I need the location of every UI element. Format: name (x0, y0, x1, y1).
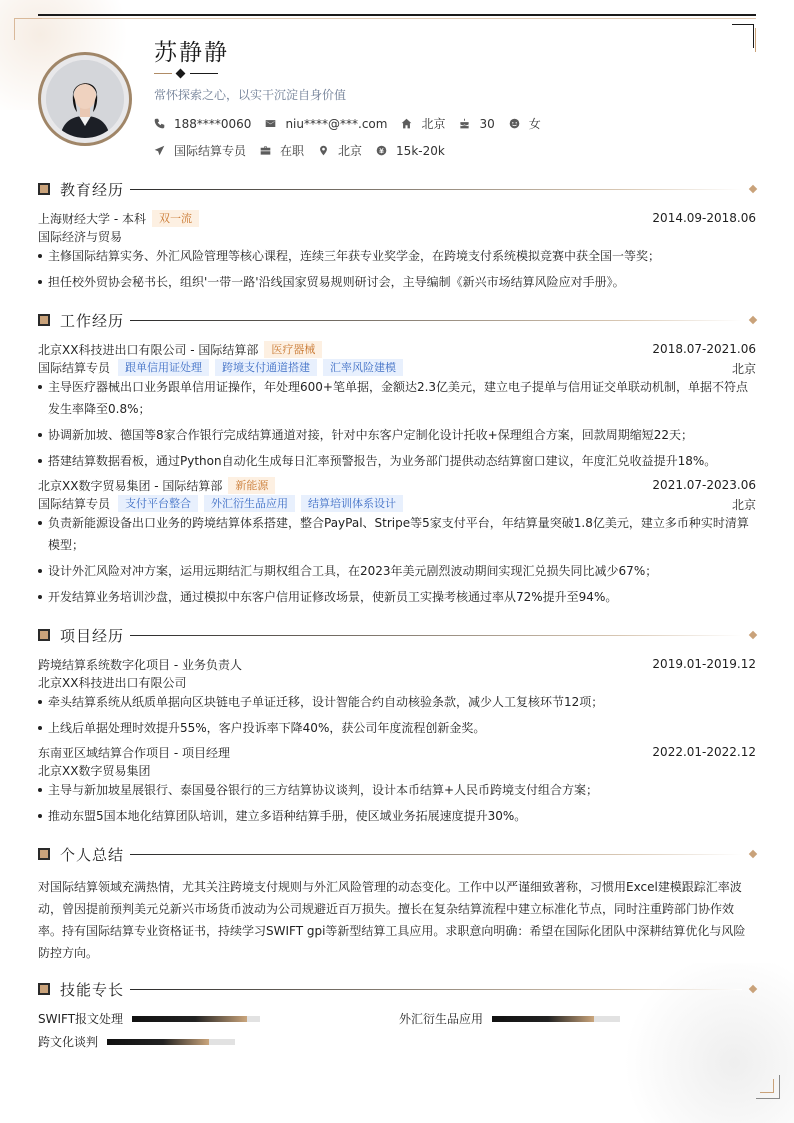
job-1-city: 北京 (731, 362, 756, 376)
section-diamond-icon (749, 185, 757, 193)
section-marker-icon (38, 983, 50, 995)
list-item: 负责新能源设备出口业务的跨境结算体系搭建，整合PayPal、Stripe等5家支付平台，年结算量突破1.8亿美元，建立多币种实时清算模型； (38, 512, 756, 556)
list-item: 推动东盟5国本地化结算团队培训，建立多语种结算手册，使区域业务拓展速度提升30%。 (38, 805, 756, 827)
name-divider (154, 68, 218, 80)
salary-info (376, 144, 445, 158)
phone-icon (154, 118, 165, 129)
school-name: 上海财经大学 - 本科 (38, 211, 146, 226)
job-1-industry-tag: 医疗器械 (264, 341, 322, 358)
summary-text: 对国际结算领域充满热情，尤其关注跨境支付规则与外汇风险管理的动态变化。工作中以严谨细致著称，习惯用Excel建模跟踪汇率波动，曾因提前预判美元兑新兴市场货币波动为公司规避近百万损失。擅长在复杂结算流程中建立标准化节点，同时注重跨部门协作效率。持有国际结算专业资格证书，持续学习SWIFT gpi等新型结算工具应用。求职意向明确：希望在国际化团队中深耕结算优化与风险防控方向。 (38, 880, 746, 960)
phone-info (154, 117, 251, 131)
send-icon (154, 145, 165, 156)
projects-section (38, 625, 756, 831)
skill-level-bar (132, 1016, 260, 1022)
job-2-industry-tag: 新能源 (228, 477, 275, 494)
list-item: 主导与新加坡星展银行、泰国曼谷银行的三方结算协议谈判，设计本币结算+人民币跨境支付组合方案； (38, 779, 756, 801)
education-bullets (38, 245, 756, 293)
target-city-text: 北京 (338, 144, 363, 158)
section-diamond-icon (749, 631, 757, 639)
gender-info (509, 115, 541, 132)
section-marker-icon (38, 183, 50, 195)
job-2-city: 北京 (731, 498, 756, 512)
gender-icon (509, 118, 520, 129)
job-1-date: 2018.07-2021.06 (652, 342, 756, 356)
salary-text: 15k-20k (396, 143, 445, 158)
avatar (38, 52, 132, 146)
skill-tag: 外汇衍生品应用 (204, 495, 295, 512)
skills-header (38, 979, 756, 999)
job-1-role: 国际结算专员 (38, 360, 111, 375)
gender-text: 女 (528, 117, 541, 131)
project-1-name: 跨境结算系统数字化项目 - 业务负责人 (38, 657, 242, 672)
project-1-bullets (38, 691, 756, 739)
education-section (38, 179, 756, 297)
school-tag: 双一流 (152, 210, 199, 227)
phone-text: 188****0060 (174, 116, 252, 131)
skills-section (38, 979, 756, 1059)
job-1-role-line (38, 358, 756, 376)
project-2-date: 2022.01-2022.12 (652, 745, 756, 759)
job-2-company-line (38, 476, 756, 494)
corner-bracket-bottom-right-accent (760, 1079, 774, 1093)
project-2-org: 北京XX数字贸易集团 (38, 763, 151, 778)
briefcase-icon (260, 145, 271, 156)
list-item: 主导医疗器械出口业务跟单信用证操作，年处理600+笔单据，金额达2.3亿美元，建立电子提单与信用证交单联动机制，单据不符点发生率降至0.8%； (38, 376, 756, 420)
skill-name: 外汇衍生品应用 (399, 1012, 484, 1026)
job-2-role: 国际结算专员 (38, 496, 111, 511)
projects-header (38, 625, 756, 645)
major: 国际经济与贸易 (38, 229, 123, 244)
home-icon (401, 118, 412, 129)
skill-tag: 跨境支付通道搭建 (215, 359, 317, 376)
job-2-role-line (38, 494, 756, 512)
skill-level-fill (107, 1039, 209, 1045)
list-item: 协调新加坡、德国等8家合作银行完成结算通道对接，针对中东客户定制化设计托收+保理组合方案，回款周期缩短22天； (38, 424, 756, 446)
section-marker-icon (38, 629, 50, 641)
education-date: 2014.09-2018.06 (652, 211, 756, 225)
section-divider (130, 189, 742, 190)
project-2-name: 东南亚区域结算合作项目 - 项目经理 (38, 745, 230, 760)
project-1-org-line (38, 673, 756, 691)
project-2-org-line (38, 761, 756, 779)
section-divider (130, 320, 742, 321)
employment-status-info (260, 142, 304, 159)
skill-name: SWIFT报文处理 (38, 1012, 124, 1026)
portrait-photo (46, 60, 124, 138)
skill-item (38, 1010, 260, 1027)
corner-bracket-top-right-accent (734, 28, 756, 52)
section-diamond-icon (749, 316, 757, 324)
section-divider (130, 989, 742, 990)
email-info (265, 117, 387, 131)
location-pin-icon (318, 145, 329, 156)
skill-name: 跨文化谈判 (38, 1035, 99, 1049)
skill-level-bar (492, 1016, 620, 1022)
employment-status-text: 在职 (280, 144, 305, 158)
skill-tag: 跟单信用证处理 (118, 359, 209, 376)
project-1-name-line (38, 655, 756, 673)
job-2-bullets (38, 512, 756, 608)
section-marker-icon (38, 848, 50, 860)
section-diamond-icon (749, 850, 757, 858)
list-item: 搭建结算数据看板，通过Python自动化生成每日汇率预警报告，为业务部门提供动态结算窗口建议，年度汇兑收益提升18%。 (38, 450, 756, 472)
project-2-name-line (38, 743, 756, 761)
skill-item (399, 1010, 620, 1027)
target-position-info (154, 142, 246, 159)
section-diamond-icon (749, 985, 757, 993)
summary-header (38, 844, 756, 864)
corner-bracket-top-left (14, 18, 42, 40)
list-item: 上线后单据处理时效提升55%，客户投诉率下降40%，获公司年度流程创新金奖。 (38, 717, 756, 739)
list-item: 担任校外贸协会秘书长，组织'一带一路'沿线国家贸易规则研讨会，主导编制《新兴市场结算风险应对手册》。 (38, 271, 756, 293)
list-item: 开发结算业务培训沙盘，通过模拟中东客户信用证修改场景，使新员工实操考核通过率从72%提升至94%。 (38, 586, 756, 608)
summary-title: 个人总结 (60, 846, 125, 864)
job-intent-row (154, 142, 459, 159)
age-text: 30 (479, 116, 495, 131)
email-text: niu****@***.com (285, 116, 388, 131)
skill-tag: 支付平台整合 (118, 495, 198, 512)
personal-motto: 常怀探索之心，以实干沉淀自身价值 (154, 88, 347, 102)
skill-level-bar (107, 1039, 235, 1045)
project-1-date: 2019.01-2019.12 (652, 657, 756, 671)
education-header (38, 179, 756, 199)
work-header (38, 310, 756, 330)
list-item: 设计外汇风险对冲方案，运用远期结汇与期权组合工具，在2023年美元剧烈波动期间实现汇兑损失同比减少67%； (38, 560, 756, 582)
list-item: 牵头结算系统从纸质单据向区块链电子单证迁移，设计智能合约自动核验条款，减少人工复核环节12项； (38, 691, 756, 713)
candidate-name: 苏静静 (154, 40, 229, 66)
cake-icon (459, 118, 470, 129)
job-2-company: 北京XX数字贸易集团 - 国际结算部 (38, 478, 223, 493)
section-divider (130, 635, 742, 636)
hometown-text: 北京 (421, 117, 446, 131)
school-line (38, 209, 756, 227)
hometown-info (401, 115, 445, 132)
top-border-line (38, 14, 756, 16)
section-marker-icon (38, 314, 50, 326)
skills-title: 技能专长 (60, 981, 125, 999)
project-2-bullets (38, 779, 756, 827)
target-position-text: 国际结算专员 (174, 144, 247, 158)
top-border-accent (38, 18, 756, 19)
mail-icon (265, 118, 276, 129)
skill-level-fill (132, 1016, 247, 1022)
project-1-org: 北京XX科技进出口有限公司 (38, 675, 187, 690)
skill-item (38, 1033, 235, 1050)
job-1-company-line (38, 340, 756, 358)
skill-tag: 结算培训体系设计 (301, 495, 403, 512)
job-1-bullets (38, 376, 756, 472)
summary-section (38, 844, 756, 964)
age-info (459, 117, 494, 131)
major-line (38, 227, 756, 245)
work-section (38, 310, 756, 612)
contact-info-row (154, 115, 555, 132)
job-2-date: 2021.07-2023.06 (652, 478, 756, 492)
skill-tag: 汇率风险建模 (323, 359, 403, 376)
education-title: 教育经历 (60, 181, 125, 199)
salary-icon (376, 145, 387, 156)
projects-title: 项目经历 (60, 627, 125, 645)
skill-level-fill (492, 1016, 594, 1022)
job-1-company: 北京XX科技进出口有限公司 - 国际结算部 (38, 342, 259, 357)
section-divider (130, 854, 742, 855)
target-city-info (318, 142, 362, 159)
work-title: 工作经历 (60, 312, 125, 330)
list-item: 主修国际结算实务、外汇风险管理等核心课程，连续三年获专业奖学金，在跨境支付系统模拟竞赛中获全国一等奖； (38, 245, 756, 267)
